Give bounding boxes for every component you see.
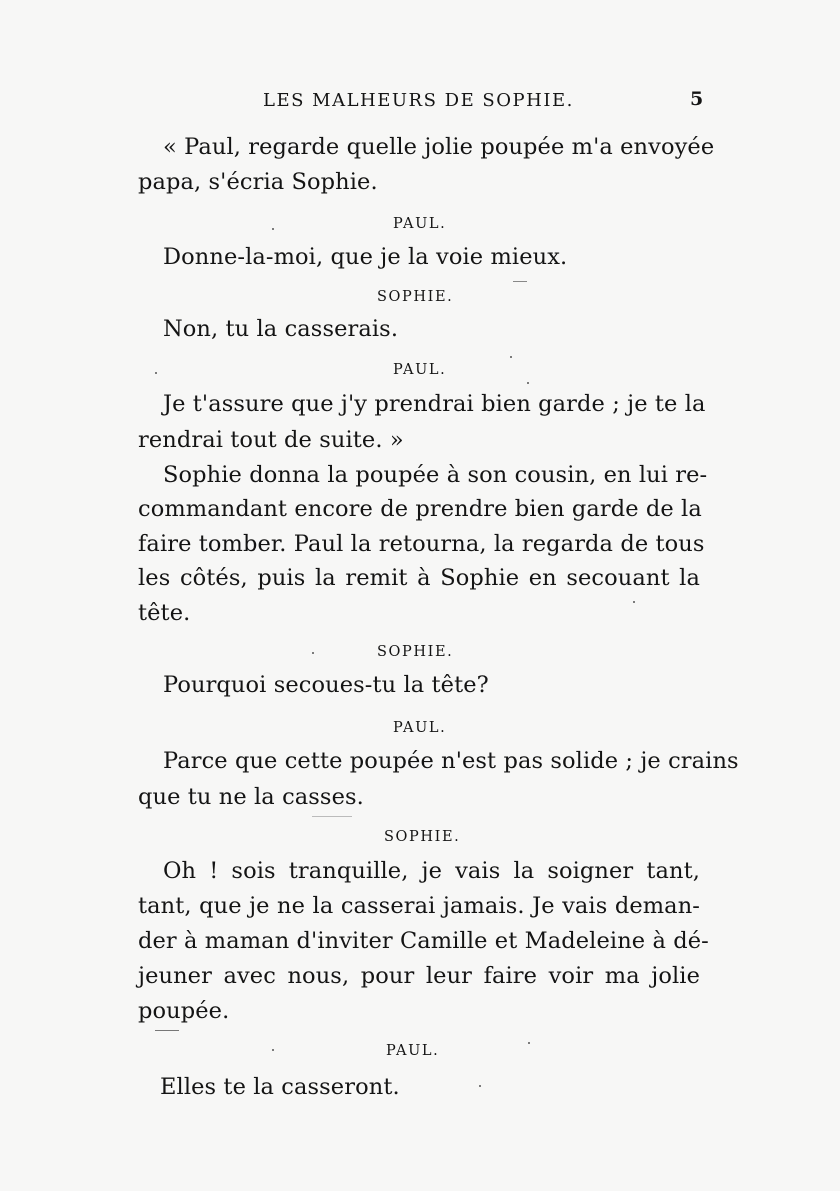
speaker-name: SOPHIE.	[377, 289, 454, 305]
scan-speck	[479, 1085, 481, 1087]
text-line: rendrai tout de suite. »	[138, 427, 404, 453]
text-line: Sophie donna la poupée à son cousin, en lui re-	[163, 462, 708, 488]
text-line: Parce que cette poupée n'est pas solide ; je crains	[163, 748, 739, 774]
scan-mark	[513, 281, 527, 282]
text-line: commandant encore de prendre bien garde de la	[138, 496, 702, 522]
speaker-name: PAUL.	[393, 720, 447, 736]
page-number: 5	[690, 88, 704, 110]
scan-speck	[312, 652, 314, 654]
text-line: papa, s'écria Sophie.	[138, 169, 378, 195]
text-line: « Paul, regarde quelle jolie poupée m'a envoyée	[163, 134, 715, 160]
running-title: LES MALHEURS DE SOPHIE.	[263, 90, 574, 111]
scan-speck	[633, 601, 635, 603]
scan-mark	[155, 1030, 179, 1031]
text-line: jeuner avec nous, pour leur faire voir ma jolie	[138, 963, 700, 989]
text-line: tête.	[138, 600, 191, 626]
text-line: Donne-la-moi, que je la voie mieux.	[163, 244, 568, 270]
text-line: faire tomber. Paul la retourna, la regarda de tous	[138, 531, 705, 557]
text-line: les côtés, puis la remit à Sophie en secouant la	[138, 565, 700, 591]
speaker-name: PAUL.	[393, 362, 447, 378]
text-line: Pourquoi secoues-tu la tête?	[163, 672, 489, 698]
scan-speck	[155, 372, 157, 374]
text-line: Elles te la casseront.	[160, 1074, 400, 1100]
text-line: tant, que je ne la casserai jamais. Je vais deman-	[138, 893, 700, 919]
scan-speck	[272, 228, 274, 230]
text-line: Je t'assure que j'y prendrai bien garde ; je te la	[163, 391, 706, 417]
text-line: Non, tu la casserais.	[163, 316, 399, 342]
scan-speck	[272, 1049, 274, 1051]
text-line: que tu ne la casses.	[138, 784, 364, 810]
speaker-name: SOPHIE.	[384, 829, 461, 845]
text-line: poupée.	[138, 998, 230, 1024]
scan-mark	[312, 816, 352, 817]
scan-speck	[527, 382, 529, 384]
scan-speck	[510, 356, 512, 358]
speaker-name: SOPHIE.	[377, 644, 454, 660]
text-line: Oh ! sois tranquille, je vais la soigner tant,	[163, 858, 700, 884]
speaker-name: PAUL.	[393, 216, 447, 232]
text-line: der à maman d'inviter Camille et Madeleine à dé-	[138, 928, 709, 954]
speaker-name: PAUL.	[386, 1043, 440, 1059]
scan-speck	[528, 1042, 530, 1044]
